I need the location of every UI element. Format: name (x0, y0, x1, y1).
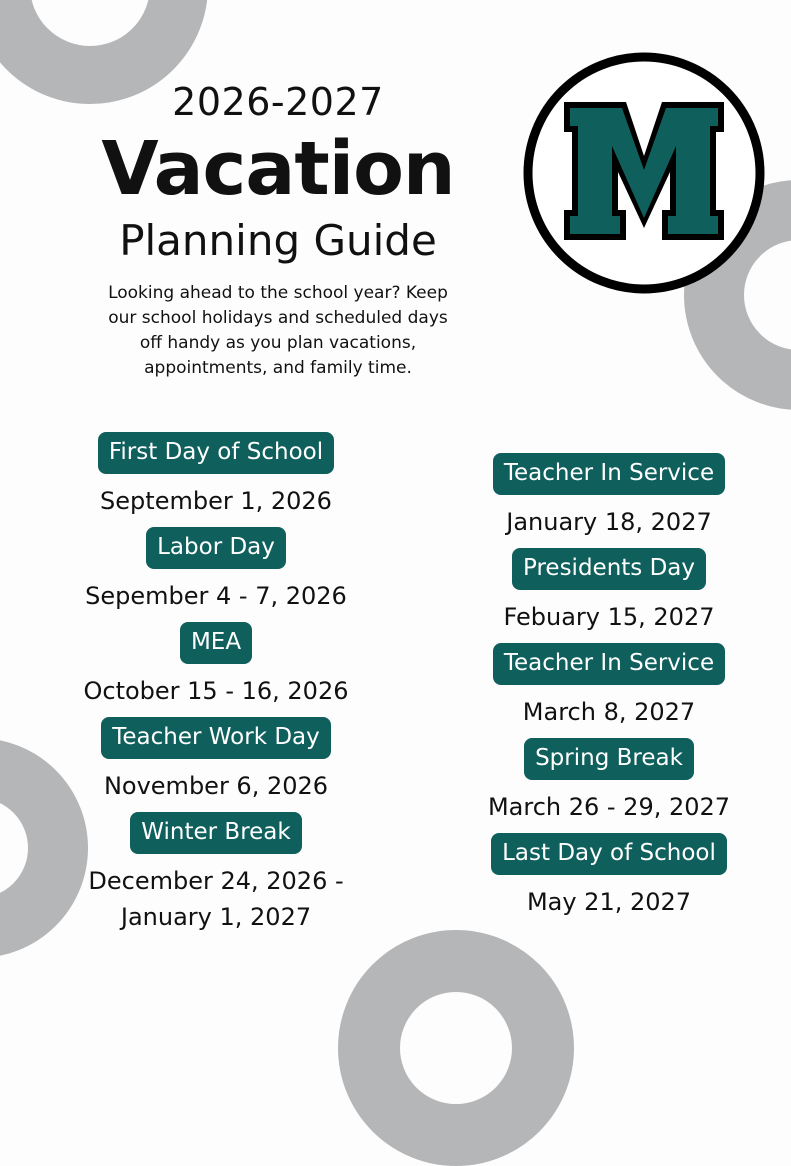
page-title: Vacation (101, 126, 455, 212)
event-label-first-day: First Day of School (98, 432, 334, 474)
event-date-winter-break: December 24, 2026 - January 1, 2027 (88, 867, 344, 931)
event-label-teacher-work-day: Teacher Work Day (101, 717, 331, 759)
event-label-teacher-in-service-2: Teacher In Service (493, 643, 725, 685)
event-label-winter-break: Winter Break (130, 812, 301, 854)
event-date-teacher-in-service-2: March 8, 2027 (522, 698, 696, 726)
event-date-spring-break: March 26 - 29, 2027 (487, 793, 731, 821)
event-date-teacher-in-service-1: January 18, 2027 (506, 508, 712, 536)
event-label-last-day: Last Day of School (491, 833, 727, 875)
event-label-presidents-day: Presidents Day (512, 548, 706, 590)
event-date-labor-day: Sepember 4 - 7, 2026 (85, 582, 347, 610)
event-date-presidents-day: Febuary 15, 2027 (503, 603, 715, 631)
event-label-teacher-in-service-1: Teacher In Service (493, 453, 725, 495)
event-label-mea: MEA (180, 622, 252, 664)
events-column-right (459, 453, 759, 928)
school-logo (520, 50, 768, 296)
event-date-mea: October 15 - 16, 2026 (83, 677, 349, 705)
page-subtitle: Planning Guide (119, 216, 437, 265)
event-date-first-day: September 1, 2026 (100, 487, 332, 515)
event-date-last-day: May 21, 2027 (526, 888, 692, 916)
school-year: 2026-2027 (172, 80, 384, 124)
decorative-ring-bottom (338, 930, 574, 1166)
event-label-labor-day: Labor Day (146, 527, 286, 569)
events-column-left (66, 432, 366, 943)
event-label-spring-break: Spring Break (524, 738, 694, 780)
event-date-teacher-work-day: November 6, 2026 (103, 772, 329, 800)
intro-text: Looking ahead to the school year? Keep our school holidays and scheduled days off handy as you plan vacations, appointments, and family time. (108, 283, 448, 378)
